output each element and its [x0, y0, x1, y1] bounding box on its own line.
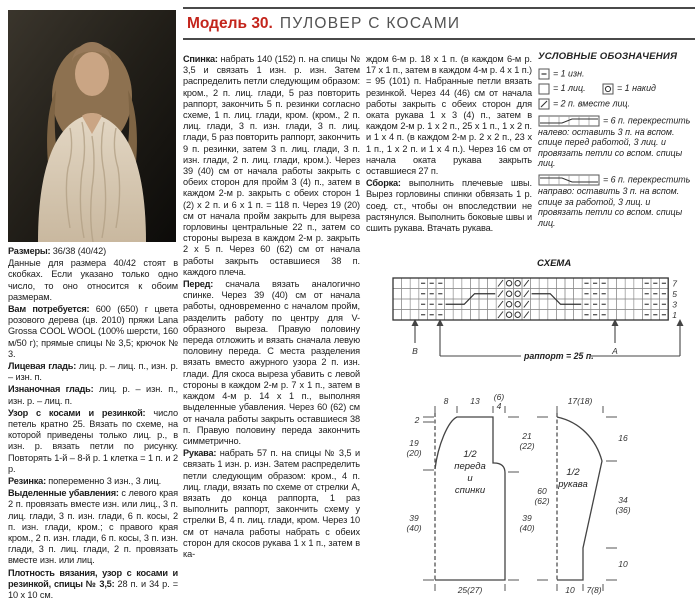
legend-text: = 6 п. перекрестить налево: оставить 3 п. на вспом. спице перед работой, 3 лиц. и провязать петли со вспом. спицы лиц.: [538, 114, 691, 169]
diagram-name: 1/2: [463, 449, 477, 460]
schematic-svg: [390, 393, 695, 609]
paragraph: Лицевая гладь: лиц. р. – лиц. п., изн. р. – изн. п.: [8, 361, 178, 383]
dim-label: 34: [618, 495, 628, 505]
k2tog-cell-icon: [538, 98, 550, 110]
paragraph: Вам потребуется: 600 (650) г цвета розового дерева (цв. 2010) пряжи Lana Grossa COOL WOOL (100% шерсти, 160 м/50 г); прямые спицы № 3,5; крючок № 3.: [8, 304, 179, 359]
dim-label: (20): [406, 448, 422, 458]
diagram-name: и: [467, 473, 473, 484]
paragraph-lead: Спинка:: [183, 54, 221, 64]
article-masthead: [183, 7, 695, 40]
dim-label: 16: [618, 433, 628, 443]
body-schematic: [406, 393, 549, 595]
yarnover-cell-icon: [602, 83, 614, 95]
dim-label: 19: [409, 438, 419, 448]
dim-label: (22): [519, 441, 535, 451]
paragraph: Сборка: выполнить плечевые швы. Вырез горловины спинки обвязать 1 р. соед. ст., чтобы он впоследствии не растянулся. Выполнить боковые швы и сшить рукава. Втачать рукава.: [366, 178, 532, 234]
chart-arrow-a-label: А: [612, 346, 618, 356]
dim-label: 17(18): [567, 396, 593, 406]
chart-title: СХЕМА: [537, 258, 572, 269]
dim-label: (40): [519, 523, 535, 533]
knit-cell-icon: [538, 83, 550, 95]
dim-label: (40): [406, 523, 422, 533]
instructions-column-2: [366, 54, 532, 266]
paragraph-lead: Размеры:: [8, 246, 53, 256]
paragraph-lead: Вам потребуется:: [8, 304, 96, 315]
legend-item-cable-left: [538, 115, 695, 169]
legend-item-k2tog: [538, 98, 695, 110]
purl-cell-icon: [538, 68, 550, 80]
page-title: ПУЛОВЕР С КОСАМИ: [279, 15, 461, 32]
dim-label: 10: [618, 559, 628, 569]
stitch-chart: [390, 256, 695, 392]
chart-row-number: 1: [672, 309, 677, 320]
paragraph-lead: Сборка:: [366, 178, 409, 189]
chart-row-number: 7: [672, 278, 677, 289]
dim-label: 13: [470, 396, 480, 406]
dim-label: 10: [565, 585, 575, 595]
paragraph-lead: Лицевая гладь:: [8, 361, 79, 372]
paragraph: Размеры: 36/38 (40/42): [8, 246, 107, 256]
legend-text: = 2 п. вместе лиц.: [553, 97, 630, 108]
paragraph-lead: Узор с косами и резинкой:: [8, 407, 154, 418]
dim-label: 25(27): [457, 585, 483, 595]
legend-title: УСЛОВНЫЕ ОБОЗНАЧЕНИЯ: [538, 51, 678, 62]
paragraph-lead: Рукава:: [183, 448, 220, 459]
diagram-name: 1/2: [566, 467, 580, 478]
raport-label: раппорт = 25 п.: [524, 351, 594, 361]
chart-row-number: 5: [672, 288, 677, 299]
materials-column: [8, 246, 178, 606]
model-photo: [8, 10, 176, 242]
pattern-diagrams: [390, 393, 695, 609]
legend-item-cable-right: [538, 174, 695, 228]
cable-left-icon: [538, 115, 600, 127]
stitch-chart-section: [390, 256, 695, 392]
model-photo-image: [8, 10, 176, 242]
dim-label: (36): [615, 505, 631, 515]
paragraph: Данные для размера 40/42 стоят в скобках. Если указано только одно число, то оно относится к обоим размерам.: [8, 258, 178, 302]
dim-label: 7(8): [586, 585, 602, 595]
paragraph: Перед: сначала вязать аналогично спинке. Через 39 (40) см от начала работы, одновременно с началом пройм, разделить работу по центру для V-образного выреза. Правую половину переда отложить и вязать сначала левую половину переда. С места разделения вязать вместо ажурного узора 2 п. изн. глади. Для скоса выреза убавить с левой стороны в каждом 2-м р. 7 x 1 п., затем в каждом 4-м р. 14 x 1 п., выполняя выделенные убавления. Через 60 (62) см от начала работы закрыть оставшиеся 38 п. Правую половину переда закончить симметрично.: [183, 279, 360, 446]
paragraph-lead: Резинка:: [8, 476, 49, 487]
dim-label: (62): [534, 496, 550, 506]
paragraph: ждом 6-м р. 18 x 1 п. (в каждом 6-м р. 17 x 1 п., затем в каждом 4-м р. 4 x 1 п.) = 95 (101) п. Набранные петли вязать резинкой. Через 44 (46) см от начала работы закрыть с обеих сторон для оката рукава 1 x 3 (4) п., затем в каждом 2-м р. 1 x 2 п., 25 x 1 п., 1 x 2 п. и 1 x 4 п. (в каждом 2-м р. 2 x 2 п., 23 x 1 п., 1 x 2 п. и 1 x 4 п.). Через 16 см от начала оката рукава закрыть оставшиеся 27 п.: [366, 54, 532, 177]
dim-label: 4: [496, 401, 502, 411]
dim-label: 60: [537, 486, 547, 496]
legend-item-purl: [538, 68, 695, 80]
chart-row-number: 3: [672, 299, 677, 310]
dim-label: 39: [522, 513, 532, 523]
chart-arrow-b-label: В: [412, 346, 418, 356]
legend-item-knit-yo: [538, 83, 695, 95]
dim-label: (6): [493, 393, 505, 402]
legend-text: = 1 изн.: [553, 67, 585, 78]
paragraph: Выделенные убавления: с левого края 2 п. провязать вместе изн. или лиц., 3 п. лиц. глади, 3 п. изн. глади, 6 п. косы, 2 п. изн. глади, кром.; с правого края кром., 2 п. изн. глади, 6 п. косы, 3 п. изн. глади, 3 п. лиц. глади, 2 п. провязать вместе изн. или лиц.: [8, 488, 179, 566]
dim-label: 21: [522, 431, 532, 441]
instructions-column-1: [183, 54, 360, 607]
paragraph: Изнаночная гладь: лиц. р. – изн. п., изн. р. – лиц. п.: [8, 384, 178, 406]
cable-right-icon: [538, 174, 600, 186]
paragraph-lead: Перед:: [183, 279, 226, 290]
legend-text: = 1 лиц.: [553, 82, 586, 93]
sleeve-schematic: [557, 396, 631, 595]
paragraph-lead: Выделенные убавления:: [8, 488, 122, 499]
legend-text: = 1 накид: [617, 82, 656, 93]
paragraph-lead: Изнаночная гладь:: [8, 384, 99, 395]
paragraph-lead: Плотность вязания, узор с косами и резинкой, спицы № 3,5:: [8, 567, 178, 589]
paragraph: Рукава: набрать 57 п. на спицы № 3,5 и связать 1 изн. р. изн. Затем распределить петли следующим образом: кром., 4 п. лиц. глади, вязать по схеме от стрелки А, вязать до конца раппорта, 1 раз выполнить раппорт, закончить схему у стрелки В, 4 п. лиц. глади, кром. Через 10 см от начала работы набрать с обеих сторон для скосов рукава 1 x 1 п., затем в ка-: [183, 448, 360, 559]
diagram-name: рукава: [558, 479, 588, 490]
dim-label: 39: [409, 513, 419, 523]
legend-text: = 6 п. перекрестить направо: оставить 3 п. на вспом. спице за работой, 3 лиц. и провязать петли со вспом. спицы лиц.: [538, 174, 691, 228]
paragraph: Узор с косами и резинкой: число петель кратно 25. Вязать по схеме, на которой приведены только лиц. р., в изн. р. вязать петли по рисунку. Повторять 1-й – 8-й р. 1 клетка = 1 п. и 2 р.: [8, 407, 178, 474]
model-number: Модель 30.: [187, 15, 273, 32]
paragraph: Резинка: попеременно 3 изн., 3 лиц.: [8, 476, 162, 487]
paragraph: Плотность вязания, узор с косами и резинкой, спицы № 3,5: 28 п. и 34 р. = 10 x 10 см.: [8, 567, 178, 601]
diagram-name: спинки: [454, 485, 486, 496]
dim-label: 2: [414, 415, 420, 425]
dim-label: 8: [443, 396, 449, 406]
diagram-name: переда: [454, 461, 486, 472]
symbol-legend: [538, 52, 695, 231]
paragraph: Спинка: набрать 140 (152) п. на спицы № 3,5 и связать 1 изн. р. изн. Затем распределить петли следующим образом: кром., 2 п. лиц. глади, 5 раз повторить раппорт, закончить 5 п. резинки согласно схеме, 1 п. лиц. глади, кром. (кром., 2 п. лиц. глади, 3 п. изн. глади, 3 п. лиц. глади, 5 раз повторить раппорт, закончить 9 п. резинки, затем 3 п. лиц. глади, 3 п. изн. глади, 2 п. лиц. глади, кром.). Через 39 (40) см от начала работы закрыть с обеих сторон для пройм 3 (4) п., затем в каждом 2-м р. закрыть с обеих сторон 1 (2) x 2 п. и 6 x 1 п. = 118 п. Через 19 (20) см от начала пройм закрыть для выреза горловины центральные 22 п., затем со стороны выреза в каждом 2-м р. закрыть 2 x 5 п. Через 60 (62) см от начала работы закрыть оставшиеся 38 п. каждого плеча.: [183, 54, 360, 277]
